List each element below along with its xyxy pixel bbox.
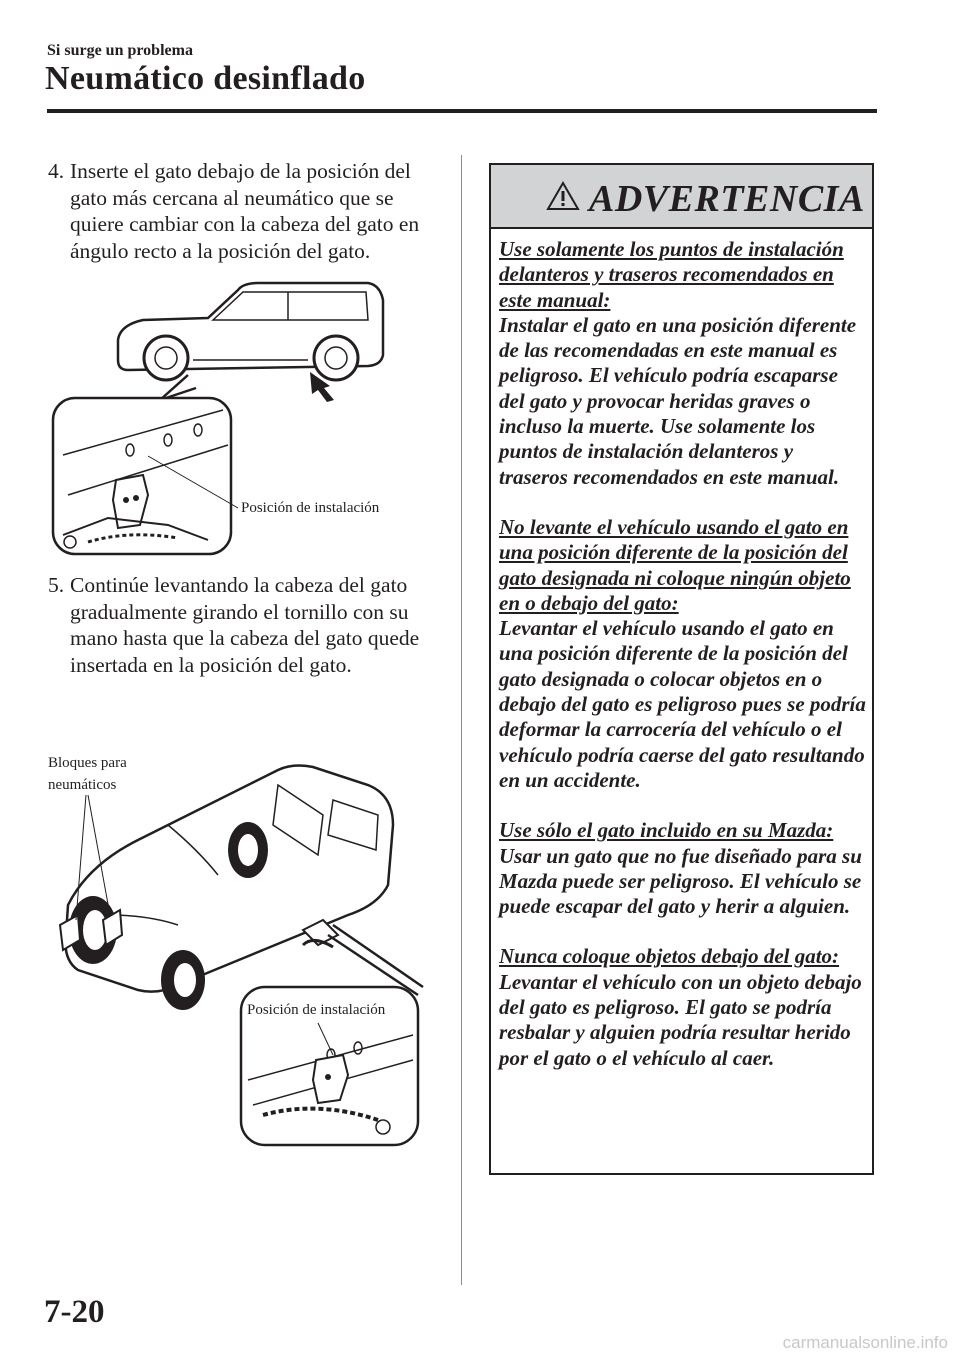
warning-header [491,165,872,229]
warning-item-body: Levantar el vehículo con un objeto debajo del gato es peligroso. El gato se podría resbalar y alguien podría resultar herido por el gato o el vehículo al caer. [499,969,862,1070]
installation-position-label: Posición de instalación [241,500,380,516]
title-rule [47,109,877,113]
wheel-blocks-figure [48,755,448,1150]
warning-item-heading: Nunca coloque objetos debajo del gato: [499,944,840,969]
warning-item [499,515,867,793]
warning-item [499,237,867,490]
warning-item-heading: Use solamente los puntos de instalación delanteros y traseros recomendados en este manual: [499,237,844,312]
step-number: 4. [48,159,65,183]
footer-watermark: carmanualsonline.info [782,1333,948,1352]
step-5 [48,572,443,678]
wheel-blocks-label-line2: neumáticos [48,777,117,793]
step-text: Inserte el gato debajo de la posición del gato más cercana al neumático que se quiere cambiar con la cabeza del gato en ángulo recto a la posición del gato. [70,159,420,263]
warning-title: ADVERTENCIA [589,178,865,220]
warning-box [489,163,874,1175]
column-divider [461,155,462,1285]
wheel-blocks-label-line1: Bloques para [48,755,127,771]
warning-item [499,944,867,1070]
step-4 [48,158,443,264]
page-title: Neumático desinflado [45,60,366,97]
warning-item-body: Levantar el vehículo usando el gato en una posición diferente de la posición del gato designada o colocar objetos en o debajo del gato es peligroso pues se podría deformar la carrocería del vehículo o el vehículo podría caerse del gato resultando en un accidente. [499,616,866,792]
page-number: 7-20 [44,1294,105,1330]
warning-item-body: Usar un gato que no fue diseñado para su Mazda puede ser peligroso. El vehículo se puede escapar del gato y herir a alguien. [499,843,862,919]
warning-item-heading: No levante el vehículo usando el gato en una posición diferente de la posición del gato designada ni coloque ningún objeto en o debajo del gato: [499,514,851,615]
step-text: Continúe levantando la cabeza del gato gradualmente girando el tornillo con su mano hasta que la cabeza del gato quede insertada en la posición del gato. [70,573,420,677]
installation-position-label-2: Posición de instalación [247,1002,386,1018]
warning-item-heading: Use sólo el gato incluido en su Mazda: [499,818,834,843]
warning-triangle-icon [546,181,580,211]
warning-item-body: Instalar el gato en una posición diferente de las recomendadas en este manual es peligroso. El vehículo podría escaparse del gato y provocar heridas graves o incluso la muerte. Use solamente los puntos de instalación delanteros y traseros recomendados en este manual. [499,312,857,489]
jack-position-figure [48,280,448,560]
section-label: Si surge un problema [47,42,193,59]
warning-item [499,818,867,919]
warning-body [499,237,867,1096]
step-number: 5. [48,573,65,597]
